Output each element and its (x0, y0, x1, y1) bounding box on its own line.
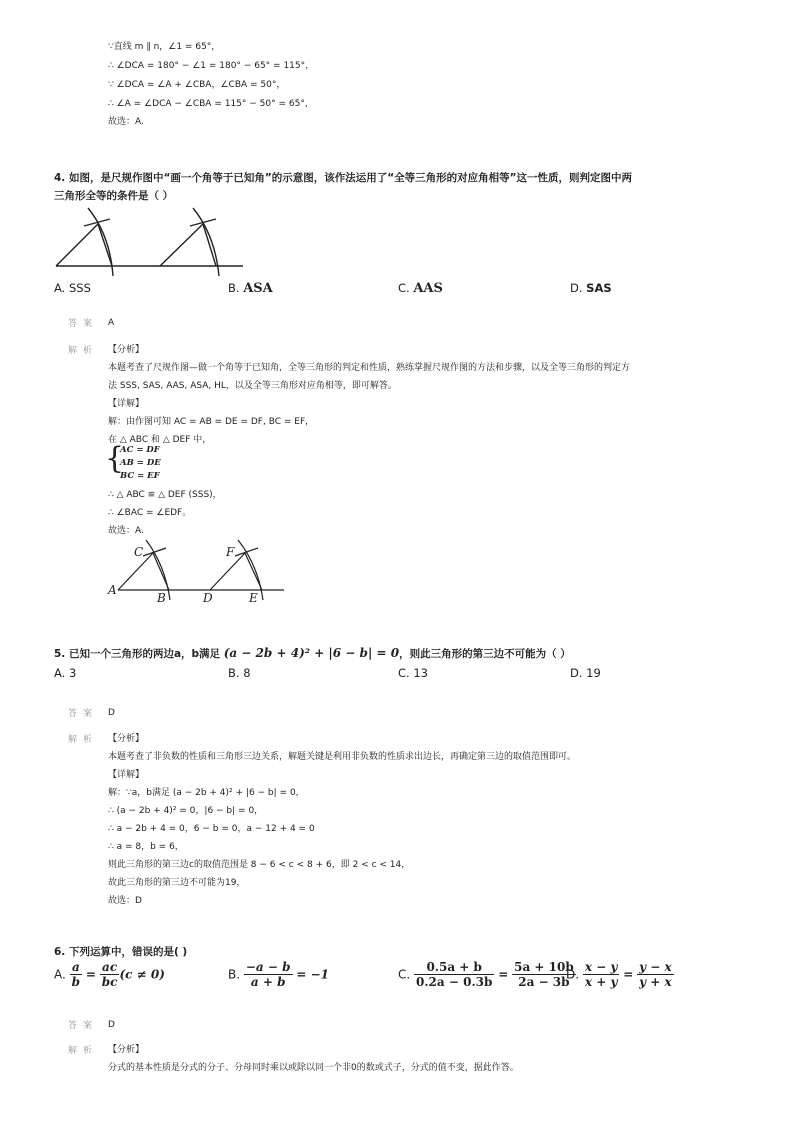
q5-analysis-label: 解析 (68, 735, 99, 745)
q5-answer: D (108, 708, 115, 718)
q4-option-c[interactable]: C. AAS (398, 281, 443, 296)
q4-system-eq-1: AC = DF (120, 445, 160, 455)
q5-detail-line-2: ∴ (a − 2b + 4)² = 0，|6 − b| = 0， (108, 806, 264, 816)
q5-detail-line-4: ∴ a = 8，b = 6， (108, 842, 184, 852)
q4-stem-line-1: 4. 如图，是尺规作图中“画一个角等于已知角”的示意图，该作法运用了“全等三角形的对应角相等”这一性质，则判定图中两 (54, 172, 633, 184)
prev-solution-line-3: ∵ ∠DCA = ∠A + ∠CBA，∠CBA = 50°， (108, 80, 286, 90)
q5-detail-line-7: 故选：D (108, 896, 142, 906)
q6-option-c[interactable]: C. $\frac{0.5a + b}{0.2a - 0.3b}$ = $\frac{5a + 10b}{2a - 3b}$ (398, 960, 574, 989)
q6-fenxi-line-1: 分式的基本性质是分式的分子、分母同时乘以或除以同一个非0的数或式子，分式的值不变，据此作答。 (108, 1063, 519, 1073)
q5-detail-line-3: ∴ a − 2b + 4 = 0，6 − b = 0，a − 12 + 4 = 0 (108, 824, 315, 834)
prev-solution-line-1: ∵直线 m ∥ n，∠1 = 65°， (108, 42, 221, 52)
prev-solution-line-5: 故选：A. (108, 117, 144, 127)
q6-option-b[interactable]: B. $\frac{-a - b}{a + b}$ = −1 (228, 960, 329, 989)
q4-answer: A (108, 318, 115, 328)
q5-fenxi-line-1: 本题考查了非负数的性质和三角形三边关系，解题关键是利用非负数的性质求出边长，再确定第三边的取值范围即可。 (108, 752, 577, 762)
q5-stem: 5. 已知一个三角形的两边a，b满足 (a − 2b + 4)² + |6 − b| = 0，则此三角形的第三边不可能为（ ） (54, 646, 571, 660)
prev-solution-line-4: ∴ ∠A = ∠DCA − ∠CBA = 115° − 50° = 65°， (108, 99, 314, 109)
q4-detail-line-5: 故选：A. (108, 526, 144, 536)
q5-answer-label: 答案 (68, 709, 99, 719)
q4-fenxi-line-1: 本题考查了尺规作图—做一个角等于已知角，全等三角形的判定和性质，熟练掌握尺规作图的方法和步骤，以及全等三角形的判定方 (108, 363, 631, 373)
q4-system-eq-3: BC = EF (120, 471, 160, 481)
q4-option-b[interactable]: B. ASA (228, 281, 273, 296)
q5-option-d[interactable]: D. 19 (570, 666, 601, 680)
q4-analysis-label: 解析 (68, 346, 99, 356)
q5-option-c[interactable]: C. 13 (398, 666, 428, 680)
q5-detail-line-6: 故此三角形的第三边不可能为19， (108, 878, 246, 888)
q6-answer-label: 答案 (68, 1021, 99, 1031)
q5-detail-title: 【详解】 (108, 770, 145, 780)
q4-fig-label-e: E (249, 591, 258, 605)
q4-fig-label-c: C (134, 545, 144, 559)
q5-detail-line-5: 则此三角形的第三边c的取值范围是 8 − 6 < c < 8 + 6，即 2 < c < 14， (108, 860, 411, 870)
q4-option-a[interactable]: A. SSS (54, 281, 91, 295)
q4-detail-title: 【详解】 (108, 399, 145, 409)
q4-detail-line-4: ∴ ∠BAC = ∠EDF。 (108, 508, 192, 518)
q5-fenxi-title: 【分析】 (108, 734, 145, 744)
q4-fenxi-line-2: 法 SSS, SAS, AAS, ASA, HL，以及全等三角形对应角相等，即可解答。 (108, 381, 397, 391)
q4-fig-label-b: B (157, 591, 166, 605)
prev-solution-line-2: ∴ ∠DCA = 180° − ∠1 = 180° − 65° = 115°， (108, 61, 315, 71)
q4-option-d[interactable]: D. SAS (570, 281, 612, 295)
q5-option-a[interactable]: A. 3 (54, 666, 77, 680)
q5-stem-equation: (a − 2b + 4)² + |6 − b| = 0 (223, 646, 400, 660)
q4-fig-label-f: F (226, 545, 235, 559)
q4-detail-line-3: ∴ △ ABC ≌ △ DEF (SSS)， (108, 490, 222, 500)
q6-fenxi-title: 【分析】 (108, 1045, 145, 1055)
q4-fenxi-title: 【分析】 (108, 345, 145, 355)
q4-stem-line-2: 三角形全等的条件是（ ） (54, 190, 174, 202)
q4-fig-label-d: D (203, 591, 213, 605)
q4-detail-line-2: 在 △ ABC 和 △ DEF 中， (108, 435, 212, 445)
q4-system-eq-2: AB = DE (120, 458, 161, 468)
q4-answer-label: 答案 (68, 319, 99, 329)
q5-option-b[interactable]: B. 8 (228, 666, 251, 680)
q6-answer: D (108, 1020, 115, 1030)
q6-option-d[interactable]: D. $\frac{x - y}{x + y}$ = $\frac{y - x}{y + x}$ (566, 960, 672, 989)
q4-detail-line-1: 解：由作图可知 AC = AB = DE = DF, BC = EF， (108, 417, 315, 427)
q4-fig-label-a: A (108, 583, 117, 597)
q6-analysis-label: 解析 (68, 1046, 99, 1056)
q6-stem: 6. 下列运算中，错误的是( ) (54, 946, 188, 958)
q4-system-brace: { (105, 441, 125, 476)
q6-option-a[interactable]: A. $\frac{a}{b}$ = $\frac{ac}{bc}$ (c ≠ 0) (54, 960, 165, 989)
q5-detail-line-1: 解：∵a，b满足 (a − 2b + 4)² + |6 − b| = 0， (108, 788, 305, 798)
